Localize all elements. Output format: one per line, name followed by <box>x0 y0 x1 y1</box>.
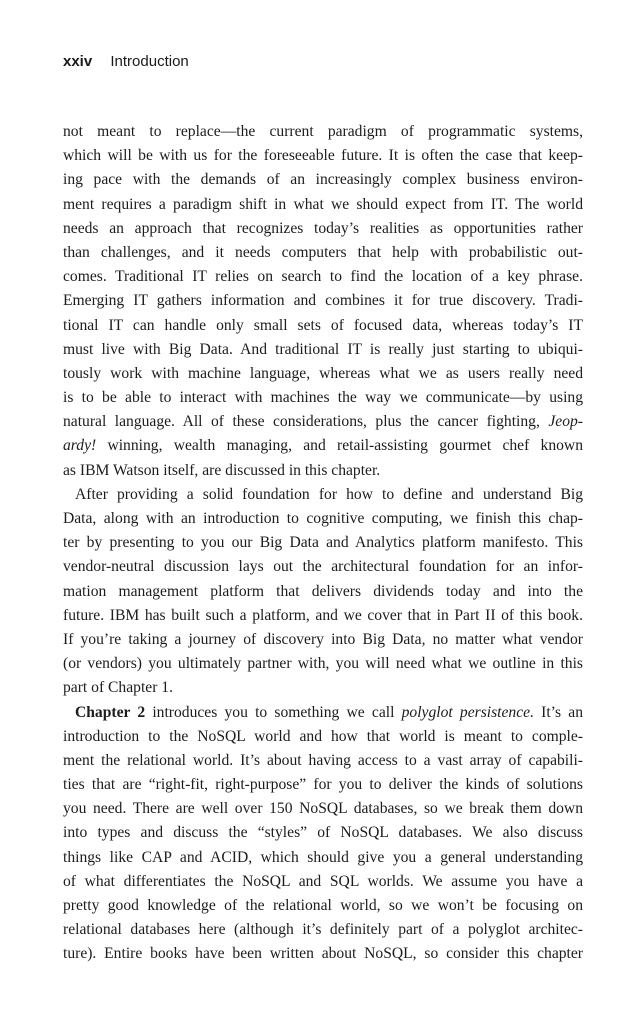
text-line <box>63 701 583 725</box>
italic-title: Jeop- <box>548 413 583 431</box>
text-line: of what differentiates the NoSQL and SQL worlds. We assume you have a <box>63 872 583 890</box>
text-line: vendor-neutral discussion lays out the architectural foundation for an infor- <box>63 558 583 576</box>
text-line: which will be with us for the foreseeable future. It is often the case that keep- <box>63 147 583 165</box>
text-line <box>63 410 583 434</box>
text-run: natural language. All of these considerations, plus the cancer fighting, <box>63 413 549 431</box>
text-line: If you’re taking a journey of discovery into Big Data, no matter what vendor <box>63 630 583 648</box>
text-line: tional IT can handle only small sets of focused data, whereas today’s IT <box>63 316 583 334</box>
text-line: into types and discuss the “styles” of NoSQL databases. We also discuss <box>63 824 583 842</box>
text-line: pretty good knowledge of the relational world, so we won’t be focusing on <box>63 897 583 914</box>
text-run: introduces you to something we call <box>145 703 402 721</box>
text-run: winning, wealth managing, and retail-assisting gourmet chef known <box>96 437 583 455</box>
text-line: After providing a solid foundation for how to define and understand Big <box>75 485 583 503</box>
text-line: comes. Traditional IT relies on search to find the location of a key phrase. <box>63 268 583 286</box>
text-line: must live with Big Data. And traditional IT is really just starting to ubiqui- <box>63 340 583 358</box>
text-line: tously work with machine language, whereas what we as users really need <box>63 364 583 382</box>
text-line: than challenges, and it needs computers that help with probabilistic out- <box>63 243 583 261</box>
text-line: is to be able to interact with machines the way we communicate—by using <box>63 389 583 407</box>
text-line: introduction to the NoSQL world and how that world is meant to comple- <box>63 727 583 745</box>
running-head-title: Introduction <box>110 53 189 70</box>
text-line: ing pace with the demands of an increasingly complex business environ- <box>63 171 583 189</box>
text-run: It’s an <box>533 703 583 721</box>
page-number: xxiv <box>63 53 93 70</box>
text-line: you need. There are well over 150 NoSQL databases, so we break them down <box>63 800 583 818</box>
text-line: not meant to replace—the current paradigm of programmatic systems, <box>63 123 583 140</box>
body-text <box>63 120 583 967</box>
text-line: ties that are “right-fit, right-purpose” for you to deliver the kinds of solutions <box>63 776 583 794</box>
text-line: ter by presenting to you our Big Data and Analytics platform manifesto. This <box>63 534 583 552</box>
text-line: Data, along with an introduction to cognitive computing, we finish this chap- <box>63 510 583 527</box>
text-line: Emerging IT gathers information and combines it for true discovery. Tradi- <box>63 292 583 310</box>
italic-term: polyglot persistence. <box>401 703 534 721</box>
text-line: ment requires a paradigm shift in what we should expect from IT. The world <box>63 195 583 213</box>
text-line: needs an approach that recognizes today’s realities as opportunities rather <box>63 219 583 237</box>
text-line: (or vendors) you ultimately partner with, you will need what we outline in this <box>63 655 583 673</box>
text-line <box>63 434 583 458</box>
text-line: ment the relational world. It’s about having access to a vast array of capabili- <box>63 751 583 769</box>
text-line: part of Chapter 1. <box>63 679 173 697</box>
text-line: as IBM Watson itself, are discussed in this chapter. <box>63 461 381 479</box>
chapter-reference: Chapter 2 <box>75 703 146 721</box>
text-line: relational databases here (although it’s definitely part of a polyglot architec- <box>63 921 583 939</box>
text-line: things like CAP and ACID, which should give you a general understanding <box>63 848 583 866</box>
italic-title: ardy! <box>63 437 97 455</box>
text-line: future. IBM has built such a platform, and we cover that in Part II of this book. <box>63 606 583 624</box>
text-line: mation management platform that delivers dividends today and into the <box>63 582 583 600</box>
running-head <box>63 53 189 77</box>
text-line: ture). Entire books have been written about NoSQL, so consider this chapter <box>63 945 583 963</box>
